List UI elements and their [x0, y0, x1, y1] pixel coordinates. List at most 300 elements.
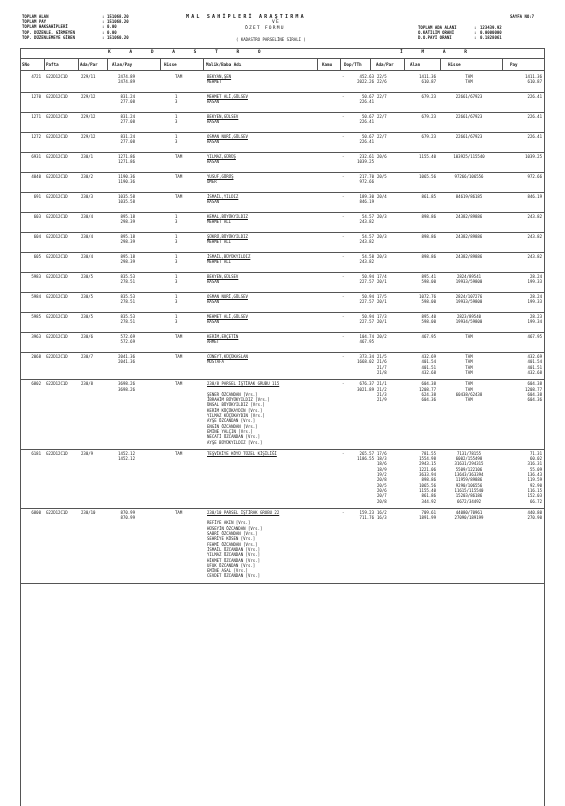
row-malik: HASAN	[207, 99, 220, 105]
row-alan-pay: 2041.36	[118, 354, 135, 359]
row-dop-tth: 50.94	[361, 294, 374, 299]
row-imar-ada-parsel: 20/5	[377, 482, 387, 488]
row-ada-parsel: 229/12	[81, 114, 96, 119]
row-hisse: 3	[175, 139, 178, 145]
row-imar-hisse: TAM	[465, 369, 473, 375]
row-alan-pay: 831.24	[120, 114, 135, 119]
row-alan-pay: 831.24	[120, 94, 135, 99]
row-divider	[20, 312, 544, 313]
row-hisse: TAM	[175, 174, 183, 179]
row-imar-hisse: 31631/294315	[454, 461, 484, 467]
row-imar-alan: 679.23	[421, 94, 436, 99]
row-dop-tth: 846.19	[359, 199, 374, 205]
row-imar-alan: 610.87	[421, 79, 436, 85]
row-pay: 610.87	[527, 79, 542, 85]
table-left-border	[20, 48, 21, 806]
row-malik: HASAN	[207, 159, 220, 165]
row-alan-pay: 1190.36	[118, 174, 135, 179]
row-dop-tth: 227.57	[359, 279, 374, 285]
row-sno: 5984	[31, 294, 41, 299]
row-malik: MEHMET ALİ,GÜLSEV	[207, 314, 248, 319]
row-imar-ada-parsel: 22/6	[377, 79, 387, 85]
row-dop-tth: 54.58	[361, 254, 374, 259]
row-hisse: TAM	[175, 509, 183, 515]
row-pay: 1411.36	[525, 74, 542, 79]
row-malik: SABRİ ÖZCANDAN [Vrs.]	[207, 531, 258, 536]
row-imar-alan: 1155.40	[419, 487, 436, 493]
row-pay: 243.82	[527, 254, 542, 259]
row-alan-pay: 278.51	[120, 279, 135, 285]
row-imar-alan: 604.36	[421, 397, 436, 403]
row-malik: TEŞVİKİYE KÖYÜ TÜZEL KİŞİLİĞİ	[207, 450, 277, 456]
row-alan-pay: 298.39	[120, 239, 135, 245]
row-imar-hisse: TAM	[465, 364, 473, 370]
row-pay: 1039.25	[525, 154, 542, 159]
row-imar-hisse: 44080/70961	[455, 509, 483, 515]
row-imar-alan: 401.54	[421, 359, 436, 365]
row-imar-alan: 3633.94	[419, 472, 436, 477]
ratio-label: O.KATILIM ORANI	[418, 30, 455, 36]
row-malik: İSMAİL ÖZCANDAN [Vrs.]	[207, 546, 260, 552]
row-sno: 5985	[31, 314, 41, 319]
row-dop-tth: 54.57	[361, 214, 374, 219]
row-imar-hisse: 27090/189199	[454, 515, 484, 521]
row-imar-alan: 1155.40	[419, 154, 436, 159]
row-hisse: 3	[175, 219, 178, 225]
column-header: Ada/Par	[80, 62, 98, 67]
row-alan-pay: 895.18	[120, 214, 135, 219]
row-alan-pay: 870.99	[120, 515, 135, 521]
row-malik: HASAN	[207, 199, 220, 205]
row-divider	[20, 92, 544, 93]
row-ada-parsel: 230/5	[81, 294, 94, 299]
row-imar-ada-parsel: 21/7	[377, 364, 387, 370]
row-imar-ada-parsel: 20/5	[377, 174, 387, 179]
row-pafta: G22D12C1D	[46, 254, 68, 259]
row-dop-tth: 1668.02	[357, 359, 374, 365]
row-alan-pay: 277.08	[120, 99, 135, 105]
row-pafta: G22D12C1D	[46, 114, 68, 119]
row-imar-alan: 598.00	[421, 319, 436, 325]
row-sno: 2068	[31, 354, 41, 359]
header-column-divider	[160, 58, 161, 70]
row-pay: 846.19	[527, 194, 542, 199]
row-divider	[20, 272, 544, 273]
column-header: Hisse	[164, 62, 177, 67]
row-hisse: 3	[175, 319, 178, 325]
row-imar-alan: 1065.56	[419, 174, 436, 179]
ratio-colon: :	[474, 25, 477, 30]
row-hisse: 3	[175, 99, 178, 105]
row-hisse: TAM	[175, 354, 183, 359]
row-malik: İSMAİL,YILDIZ	[207, 194, 239, 199]
row-sno: 6800	[31, 509, 41, 515]
row-malik: 230/8 PARSEL İŞTİRAK GRUBU 115	[207, 381, 280, 387]
row-imar-hisse: TAM	[465, 381, 473, 387]
row-dop-tth: 452.63	[359, 74, 374, 79]
row-pay: 136.43	[527, 472, 542, 477]
row-kamu: -	[342, 294, 345, 299]
section-kadastro: K A D A S T R O	[108, 50, 269, 55]
row-alan-pay: 278.51	[120, 319, 135, 325]
row-ada-parsel: 229/12	[81, 134, 96, 139]
row-ada-parsel: 230/2	[81, 174, 94, 179]
row-pay: 440.80	[527, 509, 542, 515]
row-divider	[20, 352, 544, 353]
header-column-divider	[78, 58, 79, 70]
row-imar-alan: 604.38	[421, 381, 436, 387]
row-hisse: 1	[175, 274, 178, 279]
row-malik: FEHMİ ÖZCANDAN [Vrs.]	[207, 541, 258, 547]
row-malik: BEKYEN,GÜLSEV	[207, 114, 239, 119]
row-alan-pay: 278.51	[120, 299, 135, 305]
row-imar-hisse: 22661/67923	[455, 134, 483, 139]
row-imar-ada-parsel: 20/2	[377, 334, 387, 339]
row-hisse: 3	[175, 299, 178, 305]
row-hisse: TAM	[175, 334, 183, 339]
row-imar-alan: 598.00	[421, 299, 436, 305]
row-malik: MEHMET ALİ	[207, 239, 232, 245]
column-header: SNo	[22, 62, 30, 67]
row-imar-hisse: 9290/106556	[455, 482, 483, 488]
row-malik: OSMAN NURİ,GÜLSEV	[207, 134, 248, 139]
row-pafta: G22D12C1D	[46, 234, 68, 239]
row-imar-hisse: 6672/34492	[456, 498, 482, 504]
row-dop-tth: 373.34	[359, 354, 374, 359]
row-pay: 401.54	[527, 359, 542, 365]
row-hisse: 1	[175, 134, 178, 139]
row-malik: YUSUF,GÜRÜŞ	[207, 174, 234, 179]
row-pay: 604.36	[527, 397, 542, 403]
row-imar-ada-parsel: 20/1	[377, 279, 387, 285]
row-imar-ada-parsel: 22/7	[377, 114, 387, 119]
row-dop-tth: 1186.55	[357, 456, 374, 462]
row-malik: MEHMET ALİ,GÜLSEV	[207, 94, 248, 99]
row-pay: 226.41	[527, 94, 542, 99]
row-alan-pay: 835.53	[120, 274, 135, 279]
row-imar-alan: 898.86	[421, 234, 436, 239]
row-imar-hisse: 11615/115540	[454, 487, 484, 493]
ratio-colon: :	[474, 35, 477, 41]
row-imar-hisse: 103925/115540	[453, 154, 485, 159]
row-pafta: G22D12C1D	[46, 314, 68, 319]
row-imar-alan: 898.86	[421, 477, 436, 483]
row-alan-pay: 1271.86	[118, 154, 135, 159]
row-alan-pay: 1035.58	[118, 194, 135, 199]
row-malik: HASAN	[207, 299, 220, 305]
row-dop-tth: 972.66	[359, 179, 374, 185]
row-imar-ada-parsel: 20/3	[377, 214, 387, 219]
summary-label: TOP. DÜZENLE. GİRMEYEN	[22, 29, 75, 35]
row-hisse: TAM	[175, 194, 183, 199]
row-dop-tth: 226.41	[359, 119, 374, 125]
row-malik: MEHMET	[207, 79, 222, 85]
row-kamu: -	[342, 134, 345, 139]
row-alan-pay: 298.39	[120, 219, 135, 225]
row-pay: 28.24	[529, 294, 542, 299]
row-malik: YILMAZ,GÜRÜŞ	[207, 154, 236, 159]
row-pay: 60.02	[529, 456, 542, 462]
row-imar-alan: 344.92	[421, 498, 436, 504]
row-kamu: -	[342, 114, 345, 119]
row-imar-alan: 624.38	[421, 391, 436, 397]
row-malik: ŞENER ÖZCANDAN [Vrs.]	[207, 391, 258, 397]
row-malik: REFİYE AKIN [Vrs.]	[207, 520, 251, 526]
row-malik: HÜSEYİN ÖZCANDAN [Vrs.]	[207, 525, 263, 531]
ratio-colon: :	[474, 30, 477, 36]
row-dop-tth: 50.67	[361, 134, 374, 139]
row-divider	[20, 449, 544, 450]
row-malik: YILMAZ KÜÇÜKAYDIN [Vrs.]	[207, 413, 265, 418]
row-imar-ada-parsel: 20/1	[377, 299, 387, 305]
summary-label: TOPLAM PAY	[22, 19, 47, 25]
row-imar-ada-parsel: 20/3	[377, 234, 387, 239]
column-header: Malik/Baba Adı	[206, 62, 242, 67]
summary-label: TOP. DÜZENLEMEYE GİREN	[22, 34, 75, 40]
row-dop-tth: 227.57	[359, 299, 374, 305]
report-subtitle: ÖZET FORMU	[245, 26, 285, 31]
row-pafta: G22D12C1D	[46, 94, 68, 99]
row-pafta: G22D12C1D	[46, 134, 68, 139]
row-imar-hisse: TAM	[465, 334, 473, 339]
row-divider	[20, 379, 544, 380]
row-imar-ada-parsel: 20/6	[377, 154, 387, 159]
row-malik: ÖMER	[207, 179, 217, 185]
row-sno: 4721	[31, 74, 41, 79]
row-imar-ada-parsel: 17/5	[377, 294, 387, 299]
row-pay: 119.59	[527, 477, 542, 483]
row-alan-pay: 3698.26	[118, 386, 135, 392]
row-imar-hisse: 5509/122106	[455, 466, 483, 472]
row-divider	[20, 192, 544, 193]
row-imar-ada-parsel: 20/7	[377, 493, 387, 499]
row-imar-hisse: 24382/89886	[455, 254, 483, 259]
header-column-divider	[203, 58, 204, 70]
row-divider	[20, 212, 544, 213]
row-kamu: -	[342, 74, 345, 79]
row-imar-hisse: 19933/59800	[455, 279, 483, 285]
row-imar-ada-parsel: 17/6	[377, 450, 387, 456]
row-alan-pay: 1190.36	[118, 179, 135, 185]
row-pay: 243.82	[527, 234, 542, 239]
row-divider	[20, 508, 544, 509]
row-dop-tth: 159.23	[359, 509, 374, 515]
row-pafta: G22D12C1D	[46, 274, 68, 279]
row-imar-alan: 1065.56	[419, 482, 436, 488]
row-pay: 199.34	[527, 319, 542, 325]
row-kamu: -	[342, 381, 345, 387]
row-malik: AYŞE BÜYÜKYILDIZ [Vrs.]	[207, 439, 263, 445]
row-malik: NECATİ ÖZCANDAN [Vrs.]	[207, 434, 260, 440]
row-imar-alan: 898.86	[421, 254, 436, 259]
row-kamu: -	[342, 94, 345, 99]
row-imar-ada-parsel: 21/3	[377, 391, 387, 397]
row-imar-hisse: 19934/59800	[455, 319, 483, 325]
row-imar-hisse: TAM	[465, 74, 473, 79]
ratio-value: 0.1828061	[480, 35, 502, 41]
row-malik: İSMAİL,BÜYÜKYILDIZ	[207, 254, 251, 259]
row-pay: 226.41	[527, 134, 542, 139]
header-column-divider	[404, 58, 405, 70]
row-malik: HASAN	[207, 279, 220, 285]
row-sno: 1271	[31, 114, 41, 119]
row-sno: 1270	[31, 94, 41, 99]
row-imar-hisse: 19933/59800	[455, 299, 483, 305]
row-imar-alan: 895.41	[421, 274, 436, 279]
row-alan-pay: 1271.86	[118, 159, 135, 165]
header-bottom-border	[20, 70, 544, 71]
row-sno: 691	[33, 194, 41, 199]
row-malik: AYŞE ÖZCANDAN [Vrs.]	[207, 418, 256, 424]
row-hisse: 1	[175, 114, 178, 119]
row-pay: 604.38	[527, 381, 542, 387]
summary-value: 0.00	[107, 29, 117, 35]
row-imar-ada-parsel: 18/3	[377, 456, 387, 462]
row-imar-ada-parsel: 20/1	[377, 319, 387, 325]
row-imar-hisse: 24382/89886	[455, 214, 483, 219]
row-imar-alan: 781.55	[421, 450, 436, 456]
row-ada-parsel: 230/5	[81, 314, 94, 319]
header-column-divider	[502, 58, 503, 70]
row-hisse: TAM	[175, 74, 183, 79]
row-alan-pay: 3698.26	[118, 381, 135, 387]
row-divider	[20, 112, 544, 113]
row-divider	[20, 583, 544, 584]
row-imar-ada-parsel: 17/3	[377, 314, 387, 319]
row-pay: 243.82	[527, 214, 542, 219]
header-column-divider	[440, 58, 441, 70]
row-dop-tth: 2022.26	[357, 79, 374, 85]
summary-colon: :	[102, 34, 105, 40]
column-header: Alan	[410, 62, 421, 67]
row-imar-alan: 1891.99	[419, 515, 436, 521]
row-kamu: -	[342, 254, 345, 259]
row-imar-hisse: 11959/89886	[455, 477, 483, 483]
row-sno: 3963	[31, 334, 41, 339]
row-dop-tth: 50.67	[361, 94, 374, 99]
row-malik: OSMAN NURİ,GÜLSEV	[207, 294, 248, 299]
row-divider	[20, 292, 544, 293]
row-dop-tth: 467.95	[359, 339, 374, 345]
row-alan-pay: 572.69	[120, 339, 135, 345]
row-pay: 604.38	[527, 391, 542, 397]
row-dop-tth: 189.30	[359, 194, 374, 199]
row-ada-parsel: 230/10	[81, 509, 96, 515]
row-imar-hisse: 24382/89886	[455, 234, 483, 239]
row-imar-ada-parsel: 16/3	[377, 515, 387, 521]
row-alan-pay: 870.99	[120, 509, 135, 515]
column-header: Hisse	[448, 62, 461, 67]
row-imar-alan: 401.51	[421, 364, 436, 370]
row-imar-alan: 1208.77	[419, 386, 436, 392]
row-imar-alan: 1221.06	[419, 466, 436, 472]
row-dop-tth: 50.94	[361, 314, 374, 319]
row-malik: UFUK ÖZCANDAN [Vrs.]	[207, 562, 256, 568]
row-imar-ada-parsel: 16/2	[377, 509, 387, 515]
row-alan-pay: 835.53	[120, 294, 135, 299]
row-imar-ada-parsel: 21/8	[377, 369, 387, 375]
row-pafta: G22D12C1D	[46, 294, 68, 299]
row-imar-hisse: 97266/106556	[454, 174, 484, 179]
row-kamu: -	[342, 214, 345, 219]
row-dop-tth: 217.70	[359, 174, 374, 179]
row-imar-alan: 432.68	[421, 369, 436, 375]
header-column-divider	[107, 58, 108, 70]
row-pafta: G22D12C1D	[46, 214, 68, 219]
row-dop-tth: 711.76	[359, 515, 374, 521]
header-column-divider	[370, 58, 371, 70]
row-malik: MEHMET ALİ	[207, 219, 232, 225]
summary-colon: :	[102, 14, 105, 19]
row-dop-tth: 243.82	[359, 259, 374, 265]
row-malik: CEVDET ÖZCANDAN [Vrs.]	[207, 573, 260, 579]
row-dop-tth: 227.57	[359, 319, 374, 325]
column-header: Ada/Par	[376, 62, 394, 67]
row-imar-ada-parsel: 22/5	[377, 74, 387, 79]
row-dop-tth: 232.61	[359, 154, 374, 159]
row-imar-hisse: TAM	[465, 386, 473, 392]
row-malik: KEMAL,BÜYÜKYILDIZ	[207, 214, 248, 219]
row-divider	[20, 132, 544, 133]
row-pay: 432.69	[527, 354, 542, 359]
ratio-value: 0.0000000	[480, 30, 502, 36]
row-alan-pay: 277.08	[120, 119, 135, 125]
row-dop-tth: 243.82	[359, 239, 374, 245]
row-pay: 71.31	[529, 450, 542, 456]
row-imar-alan: 467.95	[421, 334, 436, 339]
row-alan-pay: 2474.89	[118, 74, 135, 79]
summary-colon: :	[102, 24, 105, 30]
row-kamu: -	[342, 334, 345, 339]
column-header: Pay	[510, 62, 518, 67]
row-pay: 66.72	[529, 498, 542, 504]
row-malik: EMİNE YALÇIN [Vrs.]	[207, 428, 253, 434]
row-imar-hisse: 60438/62438	[455, 391, 483, 397]
row-imar-ada-parsel: 21/1	[377, 381, 387, 387]
row-malik: BEKYAN,ŞEN	[207, 74, 232, 79]
row-ada-parsel: 230/7	[81, 354, 94, 359]
row-pafta: G22D12C1D	[46, 174, 68, 179]
row-pay: 467.95	[527, 334, 542, 339]
row-dop-tth: 265.57	[359, 450, 374, 456]
row-hisse: TAM	[175, 154, 183, 159]
column-header: Kamu	[322, 62, 333, 67]
row-dop-tth: 50.94	[361, 274, 374, 279]
row-pay: 116.15	[527, 487, 542, 493]
row-malik: AHMET	[207, 339, 220, 345]
row-pafta: G22D12C1D	[46, 154, 68, 159]
row-imar-ada-parsel: 21/2	[377, 386, 387, 392]
row-ada-parsel: 229/12	[81, 94, 96, 99]
row-imar-alan: 1554.98	[419, 456, 436, 462]
row-pay: 92.90	[529, 482, 542, 488]
row-alan-pay: 572.69	[120, 334, 135, 339]
row-imar-ada-parsel: 22/7	[377, 134, 387, 139]
row-pay: 28.24	[529, 274, 542, 279]
row-alan-pay: 298.39	[120, 259, 135, 265]
row-divider	[20, 152, 544, 153]
summary-value: 151068.20	[107, 19, 129, 25]
row-pay: 270.90	[527, 515, 542, 521]
row-ada-parsel: 230/9	[81, 450, 94, 456]
row-malik: BEKYEN,GÜLSEV	[207, 274, 239, 279]
row-pafta: G22D12C1D	[46, 354, 68, 359]
row-imar-hisse: 6002/155498	[455, 456, 483, 462]
row-hisse: 1	[175, 254, 178, 259]
row-kamu: -	[342, 354, 345, 359]
row-alan-pay: 831.24	[120, 134, 135, 139]
row-dop-tth: 243.82	[359, 219, 374, 225]
